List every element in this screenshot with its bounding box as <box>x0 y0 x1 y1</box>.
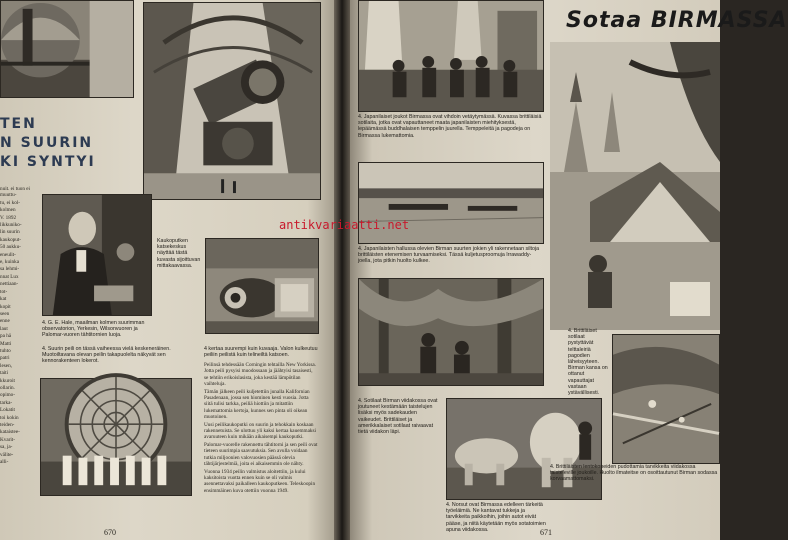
book-gutter <box>334 0 350 540</box>
caption-river: 4. Japanilaisten hallussa olevien Birman suurten jokien yli rakennetaan siltoja brittiläisten etenemisen turvaamiseksi. Tässä kuljetusproomuja Irrawaddy-joella, jota pitkin huolto kulkee. <box>358 246 540 265</box>
text-line: tu, ei kol- <box>0 199 21 206</box>
text-line: seen <box>0 310 10 317</box>
mirror-honeycomb-photo <box>40 378 192 496</box>
paragraph: Palomar-vuorelle rakennettu tähtitorni ja sen peili ovat tieteen suurimpia saavutuksia. Sen avulla voidaan tutkia miljoonien valovuosien päässä olevia tähtijärjestelmiä, joita ei aikaisemmin ole nähty. <box>204 441 318 468</box>
headline-line-2: N SUURIN <box>0 135 94 151</box>
text-line: patri <box>0 355 10 362</box>
text-line: kat <box>0 296 7 303</box>
text-line: teiden- <box>0 422 15 428</box>
watermark-text: antikvariaatti.net <box>279 218 410 232</box>
observatory-dome-photo <box>0 0 134 98</box>
text-line: kaukoput- <box>0 236 22 243</box>
headline-line-3: KI SYNTYI <box>0 154 96 170</box>
jungle-soldiers-photo <box>358 278 544 386</box>
text-line: likkuniko- <box>0 222 22 229</box>
paragraph: Uusi peilikaukoputki on suurin ja tehokkain koskaan rakennetuista. Se ulottuu yli kaksi kertaa kauemmaksi avaruuteen kuin mikään aikaisempi kaukoputki. <box>204 421 316 441</box>
text-line: toi kokin <box>0 414 19 421</box>
soldiers-temple-photo <box>358 0 544 112</box>
left-column-text <box>0 186 36 536</box>
text-line: lesen, <box>0 362 12 369</box>
text-line: tarka- <box>0 399 13 406</box>
body-text-middle <box>204 362 318 534</box>
text-line: Kvarit- <box>0 436 15 443</box>
telescope-photo <box>143 2 321 200</box>
paragraph: Vuonna 1934 peilin valmistus aloitettiin, ja kului kaksitoista vuotta ennen kuin se oli valmis asennettavaksi paikalleen kaukoputkeen. Teleskoopin ensimmäinen kuva otettiin vuonna 1949. <box>204 468 316 494</box>
text-line: enne <box>0 318 10 325</box>
article-title: Sotaa BIRMASSA <box>566 8 788 33</box>
text-line: eneulit- <box>0 251 16 258</box>
caption-camp: 4. Brittiläiset sotilaat pystyttävät telttaleiriä pagodien läheisyyteen. Birman kansa on ottanut vapauttajat vastaan ystävällisesti. <box>568 328 608 397</box>
text-line: kopit <box>0 303 11 310</box>
text-line: Matti <box>0 340 12 347</box>
paragraph: Tämän jälkeen peili kuljetettiin junalla Kalifornian Pasadenaan, jossa sen hiominen kesti vuosia. Jotta siitä tulisi tarkka, peiliä hiottiin ja mitattiin lukemattomia kertoja, kunnes sen pinta oli oikean muotoinen. <box>204 388 310 421</box>
text-line: tuhto <box>0 347 11 354</box>
caption-projector: 4 kertaa suurempi kuin kuvaaja. Valon kulkeutuu peiliin peilistä kuin telineiltä katsoen. <box>204 346 318 359</box>
text-line: alli- <box>0 459 9 466</box>
paragraph: Peilinsä tehdessään Corningin tehtailla New Yorkissa. Jotta peili pysyisi muodossaan ja jäähtyisi tasaisesti, se tehtiin erikoislasista, joka kestää lämpötilan vaihteluja. <box>204 362 316 388</box>
text-line: kkuroit <box>0 377 15 384</box>
right-page <box>350 0 788 540</box>
text-line: ollarin. <box>0 384 15 391</box>
caption-elephant: 4. Norsut ovat Birmassa edelleen tärkeitä työeläimiä. Ne kantavat tukkeja ja tarvikkeita paikkoihin, joihin autot eivät pääse, ja niitä käytetään myös sotatoimien apuna viidakossa. <box>446 502 546 533</box>
left-page <box>0 0 334 540</box>
caption-mirror: 4. Suurin peili on tässä vaiheessa vielä keskeneräinen. Muotoiltavana olevan peilin takapuolelta näkyvät sen kennorakenteen lokerot. <box>42 346 171 365</box>
text-line: tot- <box>0 288 8 295</box>
headline-line-1: TEN <box>0 116 37 132</box>
text-line: lin suurin <box>0 229 20 236</box>
page-number-right: 671 <box>540 528 552 537</box>
text-line: pa hä <box>0 333 12 340</box>
caption-hale: 4. G. E. Hale, maailman kolmen suurimman observatorion, Yerkesin, Wilsonvuoren ja Palomar-vuoren tähtitornien luoja. <box>42 320 145 339</box>
text-line: kataistee- <box>0 429 20 436</box>
caption-soldiers: 4. Japanilaiset joukot Birmassa ovat vihdoin vetäytymässä. Kuvassa brittiläisiä sotilaita, jotka ovat vapauttaneet maata japanilaisten miehityksestä, lepäämässä buddhalaisen temppelin juurella. Temppeleitä ja pagodeja on Birmassa lukemattomia. <box>358 114 542 139</box>
hale-portrait-photo <box>42 194 152 316</box>
text-line: sa, ja- <box>0 444 13 451</box>
caption-telescope: Kaukoputken katsekeskus näyttää tästä kuvasta sijoittuvan mittakaavassa. <box>157 238 201 269</box>
text-line: 50 aukku- <box>0 244 21 251</box>
pagoda-camp-photo <box>550 42 720 330</box>
text-line: Lokatit <box>0 407 15 414</box>
aerial-supply-photo <box>612 334 720 464</box>
text-line: välite- <box>0 451 14 458</box>
text-line: kolmen <box>0 207 16 214</box>
text-line: opimo- <box>0 392 15 399</box>
text-line: nnat Lux <box>0 273 19 280</box>
mirror-machinery-photo <box>205 238 319 334</box>
caption-jungle: 4. Sotilaat Birman viidakossa ovat joutuneet kestämään taistelujen lisäksi myös sadekauden vaikeudet. Brittiläiset ja amerikkalaiset sotilaat raivaavat tietä viidakon läpi. <box>358 398 438 436</box>
text-line: taiti <box>0 370 9 377</box>
text-line: V. 1892 <box>0 214 17 221</box>
text-line: e, kuinka <box>0 259 20 266</box>
page-number-left: 670 <box>104 528 116 537</box>
text-line: nuit. ei tuon ei muuttu- <box>0 186 30 199</box>
text-line: laut <box>0 325 8 332</box>
caption-aerial: 4. Brittiläisten lentokoneiden pudottamia tarvikkeita viidakossa taisteleville joukoille. Huolto ilmateitse on osoittautunut Birman sodassa korvaamattomaksi. <box>550 464 718 483</box>
text-line: nettiaan- <box>0 281 19 288</box>
text-line: sa lehmi- <box>0 266 20 273</box>
